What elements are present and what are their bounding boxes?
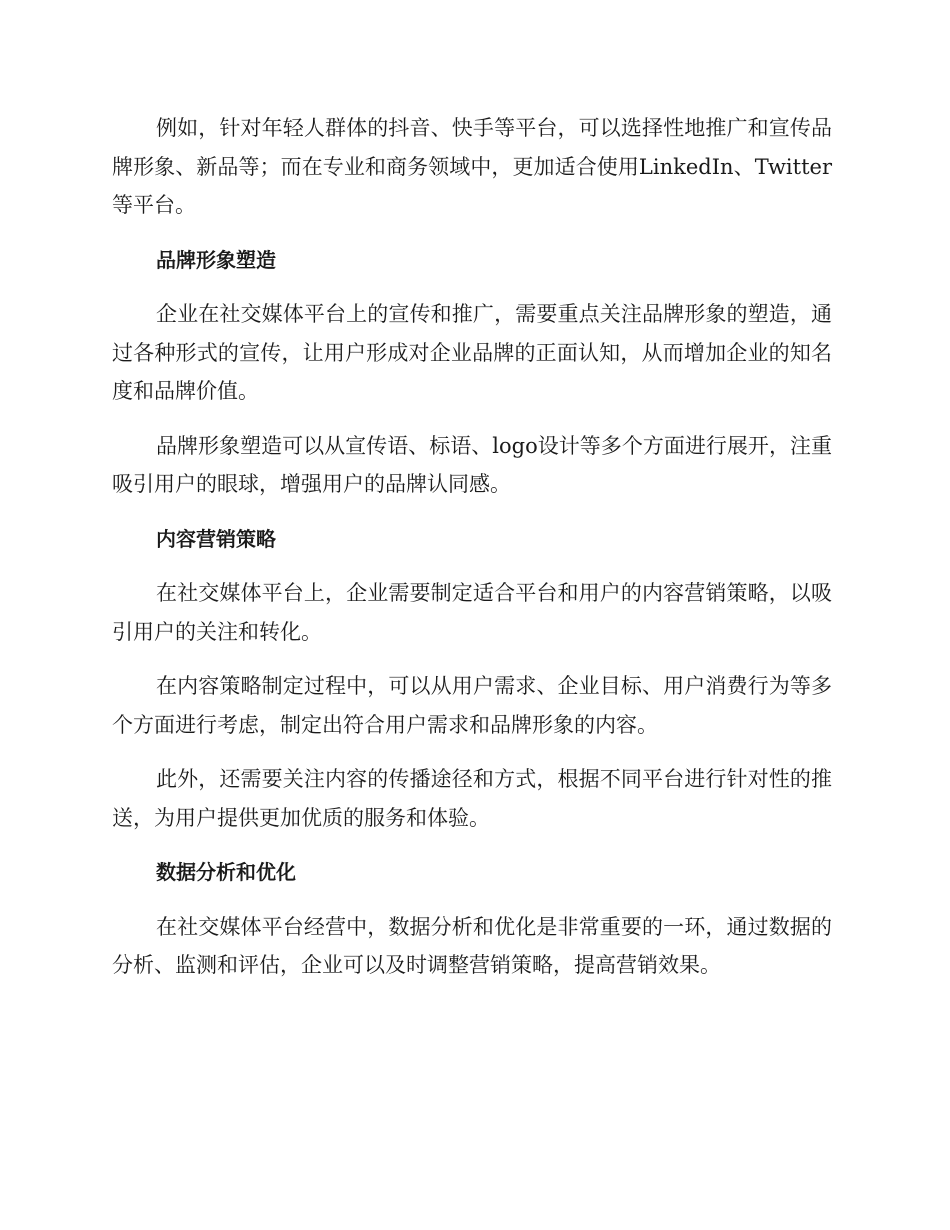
paragraph-brand-image-intro: 企业在社交媒体平台上的宣传和推广，需要重点关注品牌形象的塑造，通过各种形式的宣传，让用户形成对企业品牌的正面认知，从而增加企业的知名度和品牌价值。 — [112, 302, 832, 403]
document-body — [112, 109, 832, 1001]
heading-brand-image: 品牌形象塑造 — [156, 247, 276, 272]
paragraph-data-analysis: 在社交媒体平台经营中，数据分析和优化是非常重要的一环，通过数据的分析、监测和评估，企业可以及时调整营销策略，提高营销效果。 — [112, 914, 832, 977]
heading-data-analysis: 数据分析和优化 — [156, 860, 296, 884]
paragraph-brand-image-methods: 品牌形象塑造可以从宣传语、标语、logo设计等多个方面进行展开，注重吸引用户的眼球，增强用户的品牌认同感。 — [112, 433, 832, 496]
heading-content-marketing: 内容营销策略 — [156, 526, 276, 551]
paragraph-platform-selection: 例如，针对年轻人群体的抖音、快手等平台，可以选择性地推广和宣传品牌形象、新品等；而在专业和商务领域中，更加适合使用LinkedIn、Twitter等平台。 — [112, 116, 832, 217]
paragraph-content-strategy: 在内容策略制定过程中，可以从用户需求、企业目标、用户消费行为等多个方面进行考虑，制定出符合用户需求和品牌形象的内容。 — [112, 674, 832, 737]
paragraph-content-marketing-intro: 在社交媒体平台上，企业需要制定适合平台和用户的内容营销策略，以吸引用户的关注和转化。 — [112, 581, 832, 644]
paragraph-content-distribution: 此外，还需要关注内容的传播途径和方式，根据不同平台进行针对性的推送，为用户提供更加优质的服务和体验。 — [112, 767, 832, 830]
